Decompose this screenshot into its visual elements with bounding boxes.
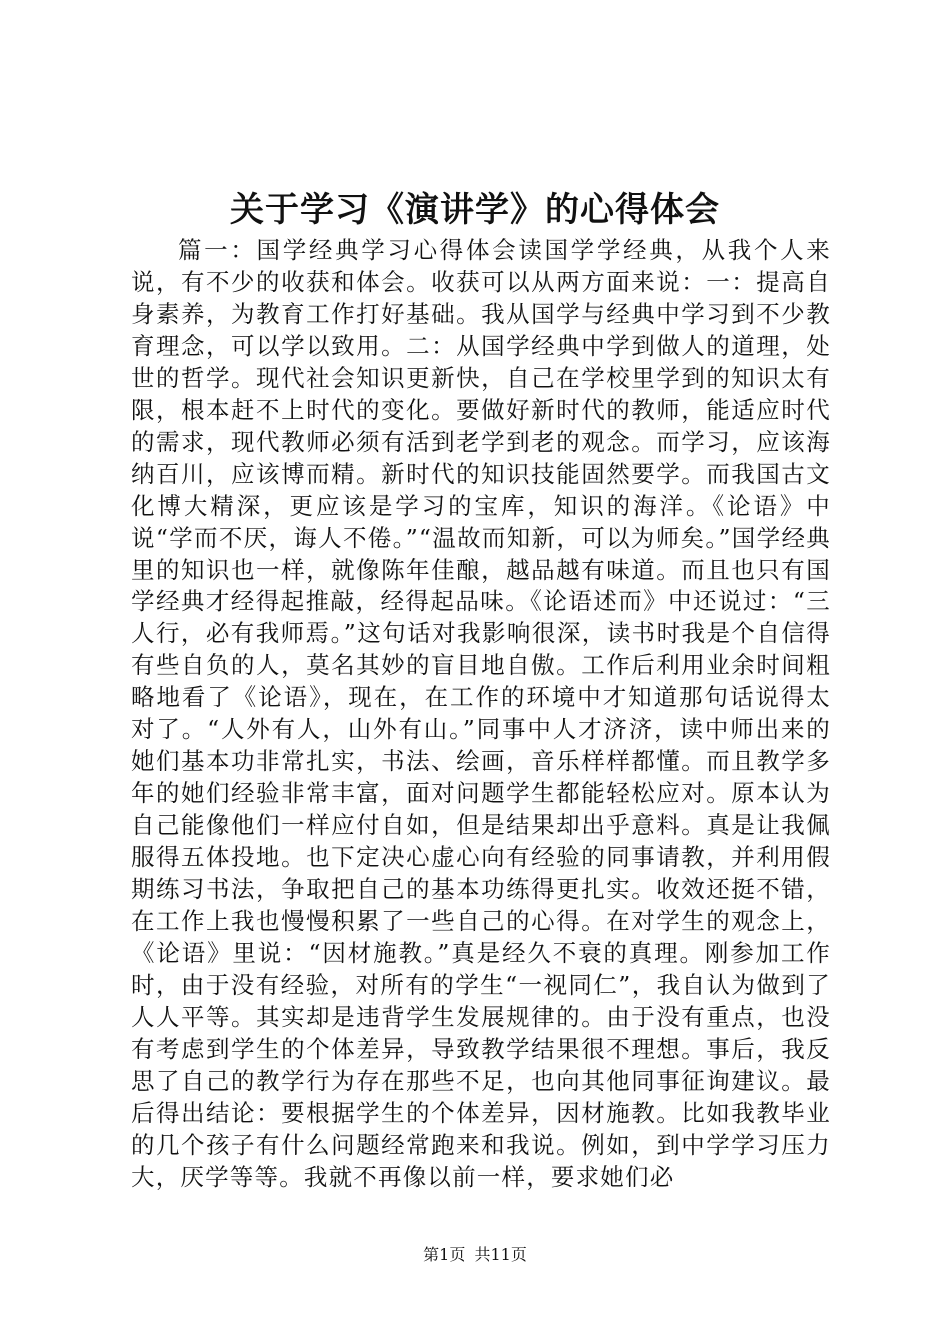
document-title: 关于学习《演讲学》的心得体会 [230, 190, 720, 230]
document-body-paragraph: 篇一：国学经典学习心得体会读国学学经典，从我个人来说，有不少的收获和体会。收获可以从两方面来说：一：提高自身素养，为教育工作打好基础。我从国学与经典中学习到不少教育理念，可以学以致用。二：从国学经典中学到做人的道理，处世的哲学。现代社会知识更新快，自己在学校里学到的知识太有限，根本赶不上时代的变化。要做好新时代的教师，能适应时代的需求，现代教师必须有活到老学到老的观念。而学习，应该海纳百川，应该博而精。新时代的知识技能固然要学。而我国古文化博大精深，更应该是学习的宝库，知识的海洋。《论语》中说“学而不厌，诲人不倦。”“温故而知新，可以为师矣。”国学经典里的知识也一样，就像陈年佳酿，越品越有味道。而且也只有国学经典才经得起推敲，经得起品味。《论语述而》中还说过：“三人行，必有我师焉。”这句话对我影响很深，读书时我是个自信得有些自负的人，莫名其妙的盲目地自傲。工作后利用业余时间粗略地看了《论语》，现在，在工作的环境中才知道那句话说得太对了。“人外有人，山外有山。”同事中人才济济，读中师出来的她们基本功非常扎实，书法、绘画，音乐样样都懂。而且教学多年的她们经验非常丰富，面对问题学生都能轻松应对。原本认为自己能像他们一样应付自如，但是结果却出乎意料。真是让我佩服得五体投地。也下定决心虚心向有经验的同事请教，并利用假期练习书法，争取把自己的基本功练得更扎实。收效还挺不错，在工作上我也慢慢积累了一些自己的心得。在对学生的观念上，《论语》里说：“因材施教。”真是经久不衰的真理。刚参加工作时，由于没有经验，对所有的学生“一视同仁”，我自认为做到了人人平等。其实却是违背学生发展规律的。由于没有重点，也没有考虑到学生的个体差异，导致教学结果很不理想。事后，我反思了自己的教学行为存在那些不足，也向其他同事征询建议。最后得出结论：要根据学生的个体差异，因材施教。比如我教毕业的几个孩子有什么问题经常跑来和我说。例如，到中学学习压力大，厌学等等。我就不再像以前一样，要求她们必 [131, 236, 831, 1191]
page-number: 第1页 [423, 1245, 466, 1264]
page-total: 共11页 [474, 1245, 527, 1264]
page-footer [0, 1244, 950, 1266]
